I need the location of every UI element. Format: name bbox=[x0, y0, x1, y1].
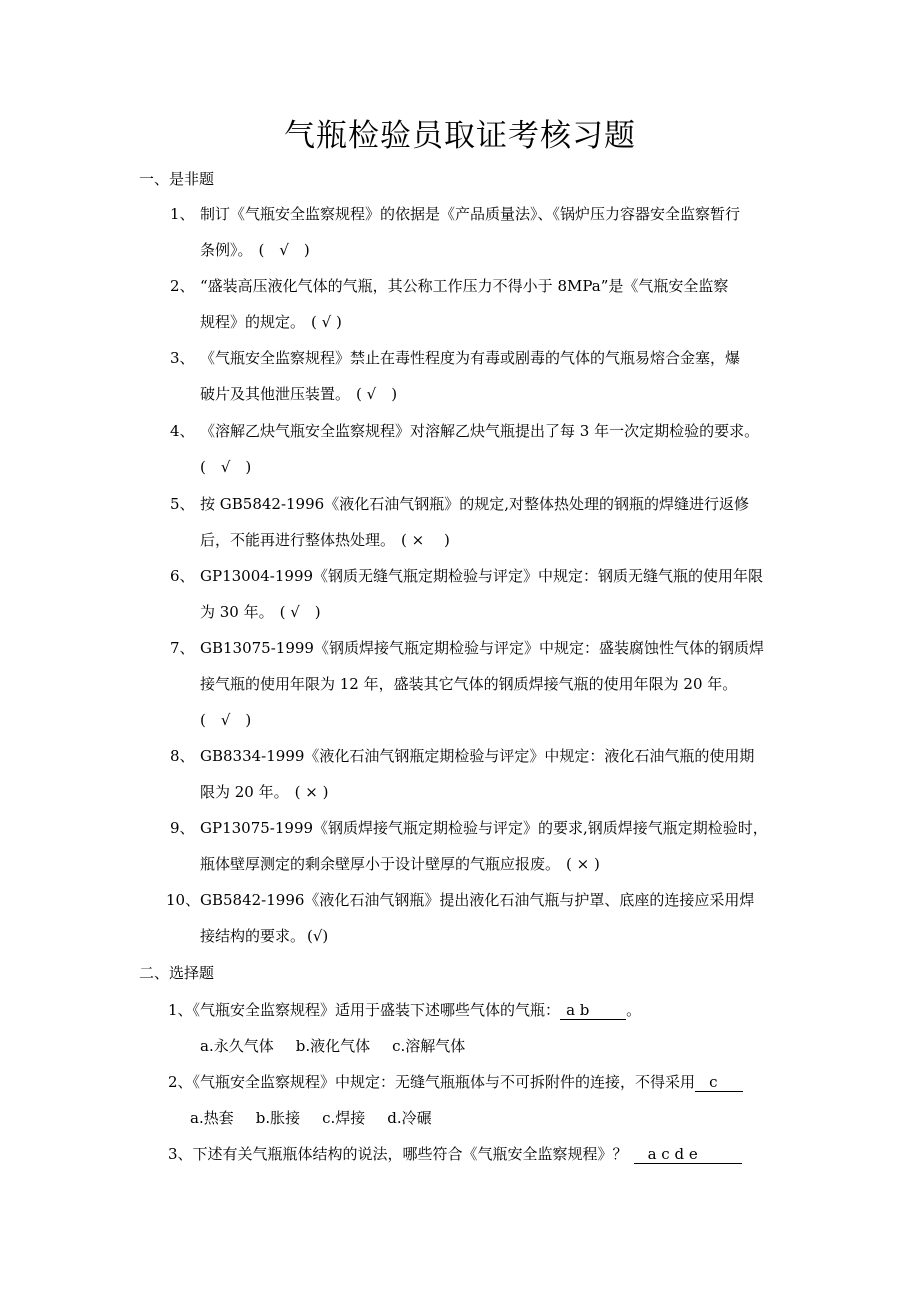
answer-mark: ( √ ) bbox=[200, 711, 252, 729]
question-number: 2、 bbox=[168, 1073, 193, 1091]
question-text-line-2: 瓶体壁厚测定的剩余壁厚小于设计壁厚的气瓶应报废。 bbox=[200, 855, 561, 873]
answer-mark: ( × ) bbox=[401, 531, 450, 549]
answer-mark: ( × ) bbox=[566, 855, 600, 873]
section-heading-true-false: 一、是非题 bbox=[139, 170, 215, 188]
question-text-line-2: 规程》的规定。 bbox=[200, 313, 306, 331]
question-text-line-2: 条例》。 bbox=[200, 241, 253, 259]
option-b: b.胀接 bbox=[255, 1109, 301, 1127]
choice-options-2 bbox=[190, 1107, 454, 1129]
question-number: 7、 bbox=[170, 639, 195, 657]
answer-mark: ( √ ) bbox=[279, 603, 321, 621]
true-false-question-1 bbox=[170, 196, 784, 268]
question-text-line-1: GP13075-1999《钢质焊接气瓶定期检验与评定》的要求,钢质焊接气瓶定期检验时， bbox=[200, 819, 768, 837]
answer-blank: a b bbox=[560, 1001, 626, 1020]
question-number: 6、 bbox=[170, 567, 195, 585]
question-number: 8、 bbox=[170, 747, 195, 765]
question-number: 3、 bbox=[168, 1145, 193, 1163]
answer-blank: c bbox=[695, 1073, 743, 1092]
question-text-line-1: 制订《气瓶安全监察规程》的依据是《产品质量法》、《锅炉压力容器安全监察暂行 bbox=[200, 205, 741, 223]
choice-question-3 bbox=[168, 1143, 742, 1165]
question-number: 5、 bbox=[170, 495, 195, 513]
question-text-line-2: 为 30 年。 bbox=[200, 603, 274, 621]
answer-mark: ( √ ) bbox=[200, 458, 252, 476]
option-c: c.焊接 bbox=[322, 1109, 366, 1127]
question-text-line-1: GP13004-1999《钢质无缝气瓶定期检验与评定》中规定：钢质无缝气瓶的使用年限 bbox=[200, 567, 764, 585]
option-a: a.永久气体 bbox=[200, 1037, 274, 1055]
question-number: 1、 bbox=[168, 1001, 193, 1019]
question-text: 《气瓶安全监察规程》适用于盛装下述哪些气体的气瓶： bbox=[192, 1001, 561, 1019]
choice-question-1 bbox=[168, 999, 641, 1021]
answer-mark: ( × ) bbox=[294, 783, 329, 801]
true-false-question-7 bbox=[170, 630, 784, 738]
option-a: a.热套 bbox=[190, 1109, 234, 1127]
question-text-line-1: GB5842-1996《液化石油气钢瓶》提出液化石油气瓶与护罩、底座的连接应采用焊 bbox=[200, 891, 755, 909]
question-text-line-1: GB13075-1999《钢质焊接气瓶定期检验与评定》中规定：盛装腐蚀性气体的钢质焊 bbox=[200, 639, 764, 657]
question-number: 4、 bbox=[170, 422, 195, 440]
question-text-line-1: GB8334-1999《液化石油气钢瓶定期检验与评定》中规定：液化石油气瓶的使用期 bbox=[200, 747, 755, 765]
answer-mark: ( √ ) bbox=[311, 313, 342, 331]
question-number: 9、 bbox=[170, 819, 195, 837]
true-false-question-10 bbox=[166, 882, 780, 954]
true-false-question-2 bbox=[170, 268, 784, 340]
option-b: b.液化气体 bbox=[295, 1037, 371, 1055]
true-false-question-4 bbox=[170, 413, 784, 485]
answer-mark: (√) bbox=[307, 927, 329, 945]
question-text-line-1: 按 GB5842-1996《液化石油气钢瓶》的规定,对整体热处理的钢瓶的焊缝进行返修 bbox=[200, 495, 749, 513]
question-text-line-1: 《溶解乙炔气瓶安全监察规程》对溶解乙炔气瓶提出了每 3 年一次定期检验的要求。 bbox=[200, 422, 760, 440]
true-false-question-3 bbox=[170, 340, 784, 412]
question-number: 10、 bbox=[166, 891, 201, 909]
question-number: 1、 bbox=[170, 205, 195, 223]
option-c: c.溶解气体 bbox=[392, 1037, 466, 1055]
answer-mark: ( √ ) bbox=[356, 385, 398, 403]
question-tail: 。 bbox=[626, 1001, 642, 1019]
true-false-question-9 bbox=[170, 810, 784, 882]
question-text-line-2: 后，不能再进行整体热处理。 bbox=[200, 531, 396, 549]
true-false-question-5 bbox=[170, 486, 784, 558]
question-text: 下述有关气瓶瓶体结构的说法，哪些符合《气瓶安全监察规程》？ bbox=[192, 1145, 628, 1163]
answer-mark: ( √ ) bbox=[258, 241, 310, 259]
question-text-line-2: 接气瓶的使用年限为 12 年，盛装其它气体的钢质焊接气瓶的使用年限为 20 年。 bbox=[200, 675, 738, 693]
true-false-question-6 bbox=[170, 558, 784, 630]
question-text-line-2: 接结构的要求。 bbox=[200, 927, 306, 945]
page-title: 气瓶检验员取证考核习题 bbox=[284, 118, 636, 154]
question-text-line-2: 破片及其他泄压装置。 bbox=[200, 385, 351, 403]
question-text-line-2: 限为 20 年。 bbox=[200, 783, 289, 801]
question-text: 《气瓶安全监察规程》中规定：无缝气瓶瓶体与不可拆附件的连接，不得采用 bbox=[192, 1073, 696, 1091]
section-heading-multiple-choice: 二、选择题 bbox=[139, 964, 215, 982]
question-text-line-1: “盛装高压液化气体的气瓶，其公称工作压力不得小于 8MPa”是《气瓶安全监察 bbox=[200, 277, 729, 295]
question-number: 3、 bbox=[170, 349, 195, 367]
answer-blank: a c d e bbox=[634, 1145, 742, 1164]
choice-question-2 bbox=[168, 1071, 743, 1093]
true-false-question-8 bbox=[170, 738, 784, 810]
question-number: 2、 bbox=[170, 277, 195, 295]
question-text-line-1: 《气瓶安全监察规程》禁止在毒性程度为有毒或剧毒的气体的气瓶易熔合金塞，爆 bbox=[200, 349, 741, 367]
choice-options-1 bbox=[200, 1035, 487, 1057]
option-d: d.冷碾 bbox=[387, 1109, 432, 1127]
